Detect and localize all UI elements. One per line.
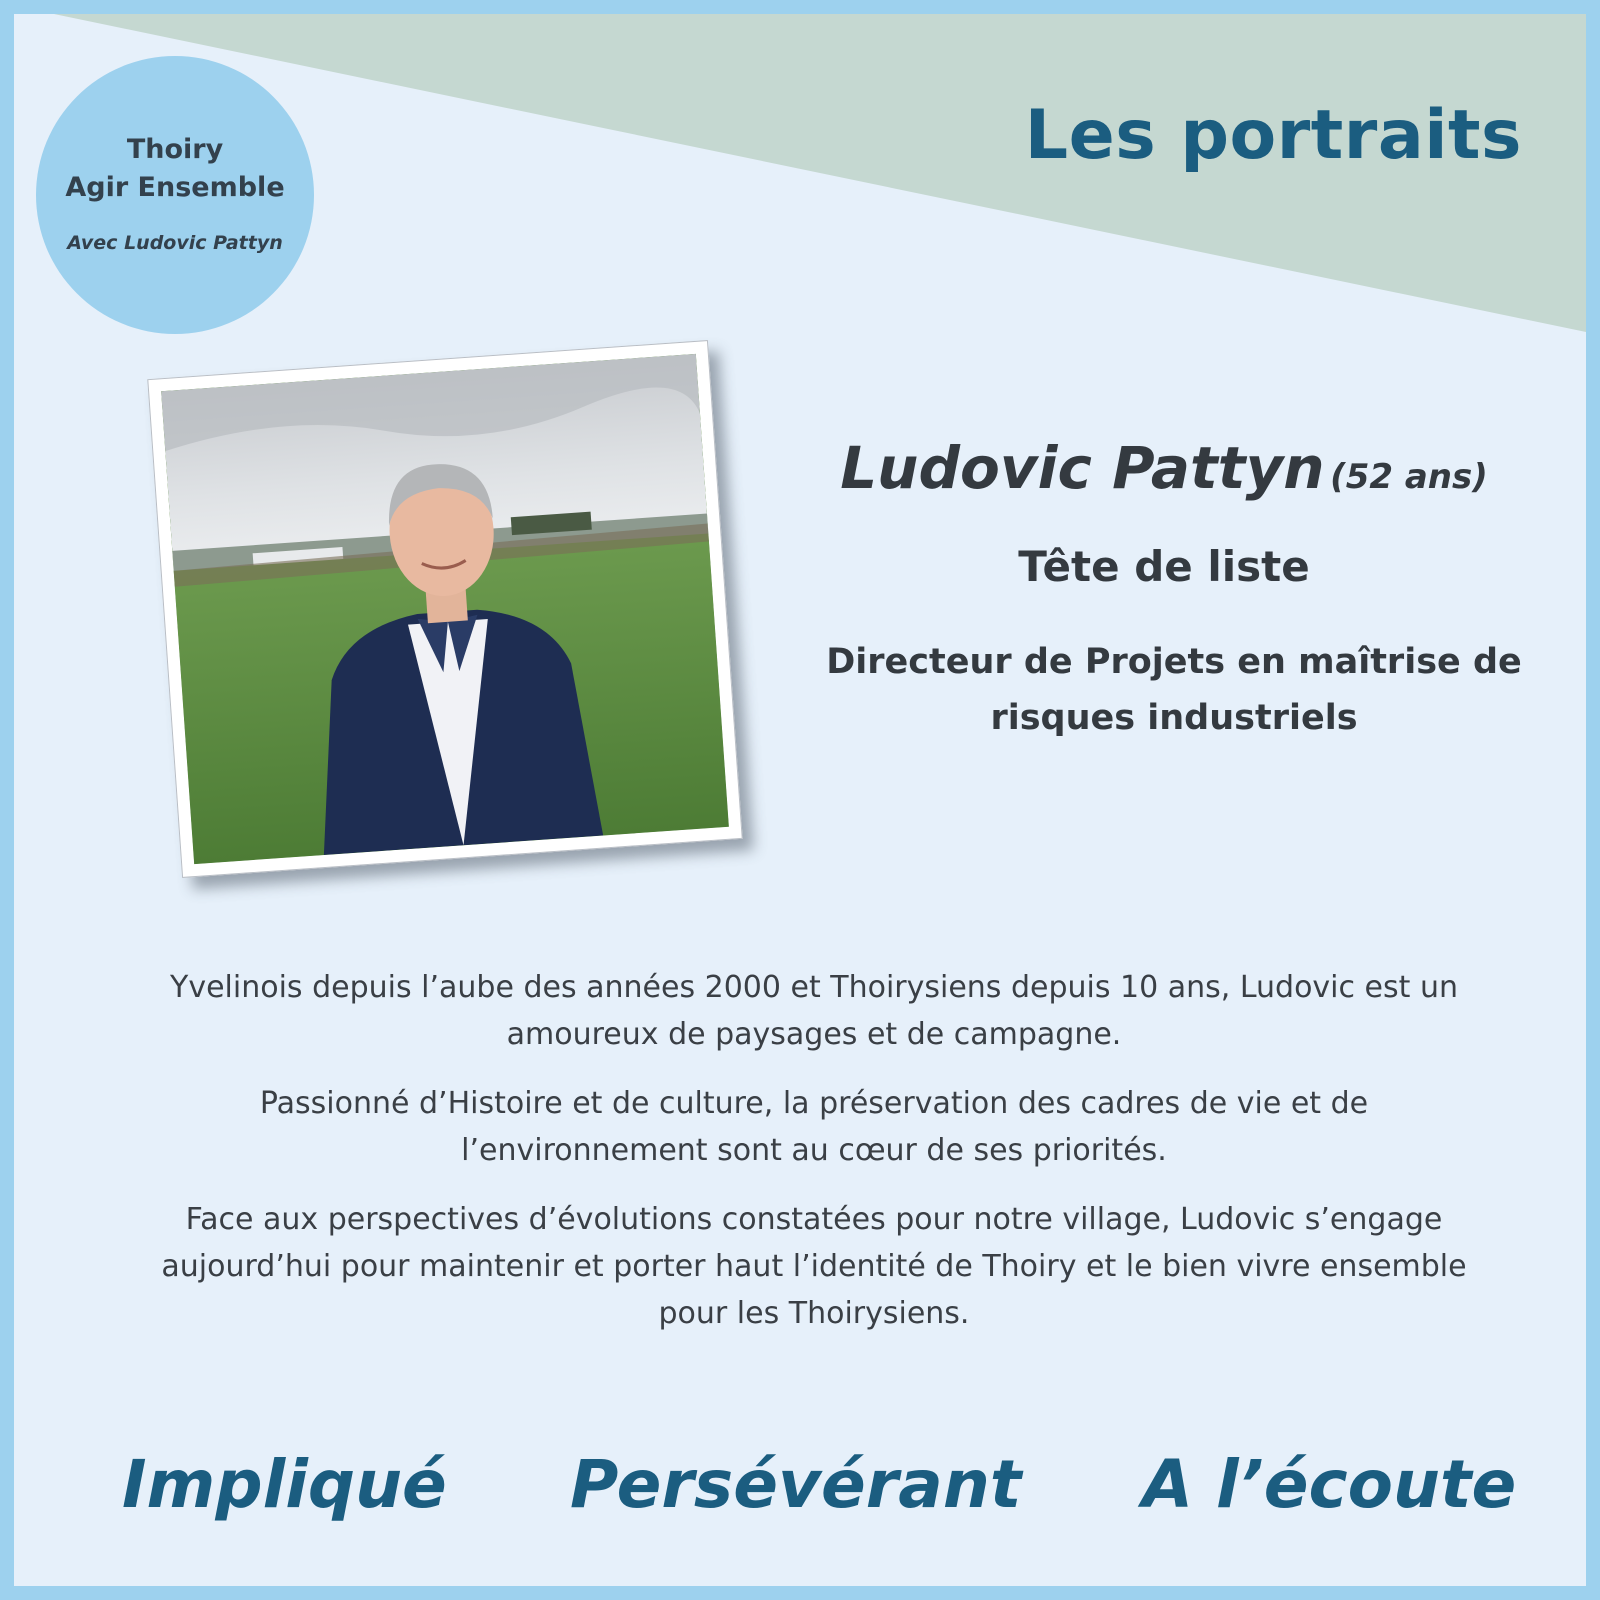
page-title: Les portraits xyxy=(1024,96,1522,175)
campaign-logo xyxy=(36,56,314,334)
bio-line: Passionné d’Histoire et de culture, la préservation des cadres de vie et de xyxy=(259,1086,1369,1121)
bio-line: aujourd’hui pour maintenir et porter haut l’identité de Thoiry et le bien vivre ensemble xyxy=(161,1249,1467,1284)
candidate-role: Tête de liste xyxy=(1018,542,1310,591)
bio-paragraph xyxy=(54,1080,1574,1174)
job-line: Directeur de Projets en maîtrise de xyxy=(826,642,1522,682)
value-word-implique: Impliqué xyxy=(122,1446,447,1523)
logo-subtitle: Avec Ludovic Pattyn xyxy=(67,232,283,254)
candidate-age: (52 ans) xyxy=(1330,457,1488,497)
logo-list-name: Agir Ensemble xyxy=(65,172,285,203)
portrait-illustration xyxy=(161,354,729,864)
bio-paragraph xyxy=(54,1196,1574,1337)
candidate-bio xyxy=(54,964,1574,1359)
logo-town: Thoiry xyxy=(126,134,224,165)
value-word-a-lecoute: A l’écoute xyxy=(1142,1446,1517,1523)
candidate-name: Ludovic Pattyn xyxy=(840,434,1325,502)
bio-line: pour les Thoirysiens. xyxy=(658,1296,970,1331)
bio-line: Face aux perspectives d’évolutions constatées pour notre village, Ludovic s’engage xyxy=(185,1202,1443,1237)
job-line: risques industriels xyxy=(990,698,1358,738)
value-word-perseverant: Persévérant xyxy=(570,1446,1022,1523)
portrait-photo xyxy=(147,340,743,878)
bio-paragraph xyxy=(54,964,1574,1058)
bio-line: Yvelinois depuis l’aube des années 2000 et Thoirysiens depuis 10 ans, Ludovic est un xyxy=(170,970,1458,1005)
candidate-job xyxy=(774,634,1574,746)
bio-line: l’environnement sont au cœur de ses priorités. xyxy=(461,1133,1167,1168)
portrait-photo-image xyxy=(161,354,729,864)
candidate-name-line xyxy=(754,434,1574,502)
bio-line: amoureux de paysages et de campagne. xyxy=(506,1017,1122,1052)
